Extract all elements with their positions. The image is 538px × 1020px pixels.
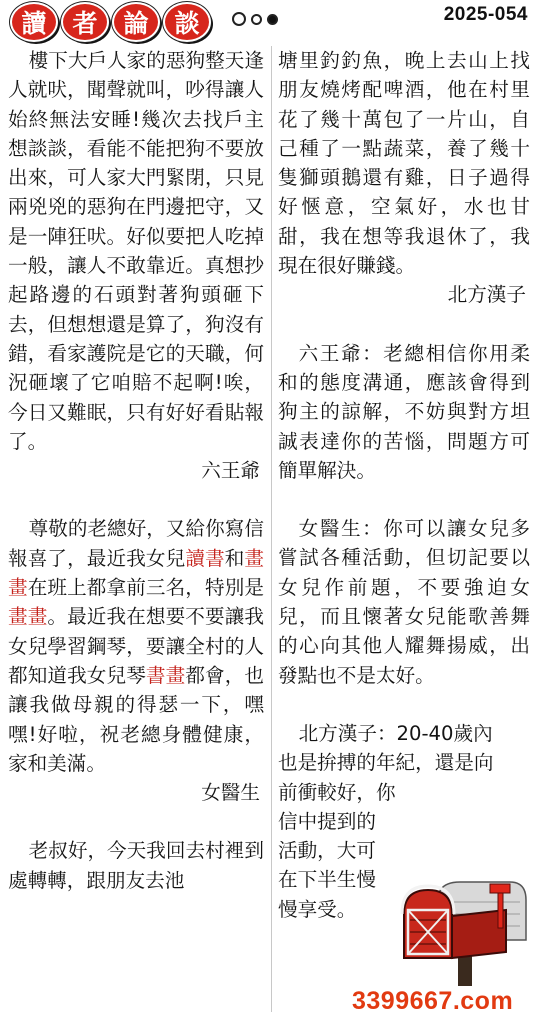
- letter-signature: 北方漢子: [447, 283, 526, 307]
- highlighted-word: 讀書: [185, 546, 225, 570]
- circle-icon: [251, 14, 262, 25]
- editor-reply: 北方漢子：20-40歲內 也是拚搏的年紀，還是向 前衝較好，你 信中提到的 活動，大可 在下半生慢 慢享受。: [278, 721, 494, 921]
- letter-text: 老叔好，今天我回去村裡到處轉轉，跟朋友去池: [8, 839, 264, 892]
- editor-reply: 六王爺：老總相信你用柔和的態度溝通，應該會得到狗主的諒解，不妨與對方坦誠表達你的苦惱，問題方可簡單解決。: [278, 341, 530, 482]
- circle-icon: [232, 12, 246, 26]
- highlighted-word: 書畫: [145, 663, 186, 687]
- highlighted-word: 畫畫: [8, 605, 48, 629]
- issue-number: 2025-054: [443, 4, 528, 25]
- decorative-dots: [232, 12, 278, 26]
- watermark: 3399667.com: [348, 986, 517, 1016]
- highlighted-word: 畫畫: [8, 546, 265, 600]
- column-title: [10, 2, 211, 42]
- editor-reply: 女醫生：你可以讓女兒多嘗試各種活動，但切記要以女兒作前題，不要強迫女兒，而且懷著女兒能歌善舞的心向其他人耀舞揚威，出發點也不是太好。: [278, 517, 530, 687]
- title-char: 論: [112, 2, 160, 42]
- column-divider: [271, 46, 272, 1012]
- left-column: [8, 46, 264, 895]
- letter-text: 塘里釣釣魚，晚上去山上找朋友燒烤配啤酒，他在村里花了幾十萬包了一片山，自己種了一點蔬菜，養了幾十隻獅頭鵝還有雞，日子過得好愜意，空氣好，水也甘甜，我在想等我退休了，我現在很好賺錢。: [278, 49, 530, 278]
- header: [0, 0, 538, 42]
- letter-signature: 六王爺: [201, 459, 260, 483]
- title-char: 談: [163, 2, 211, 42]
- title-char: 者: [61, 2, 109, 42]
- filled-circle-icon: [267, 14, 278, 25]
- letter-signature: 女醫生: [201, 781, 260, 805]
- title-char: 讀: [10, 2, 58, 42]
- letter-text: 尊敬的老總好，又給你寫信報喜了，最近我女兒讀書和畫畫在班上都拿前三名，特別是畫畫。最近我在想要不要讓我女兒學習鋼琴，要讓全村的人都知道我女兒琴書畫都會，也讓我做母親的得瑟一下，嘿嘿!好啦，祝老總身體健康，家和美滿。: [8, 517, 265, 775]
- letter-text: 樓下大戶人家的惡狗整天逢人就吠，聞聲就叫，吵得讓人始終無法安睡!幾次去找戶主想談談，看能不能把狗不要放出來，可人家大門緊閉，只見兩兇兇的惡狗在門邊把守，又是一陣狂吠。好似要把人吃掉一般，讓人不敢靠近。真想抄起路邊的石頭對著狗頭砸下去，但想想還是算了，狗沒有錯，看家護院是它的天職，何況砸壞了它咱賠不起啊!唉，今日又難眠，只有好好看貼報了。: [8, 49, 264, 453]
- right-column: [278, 46, 530, 924]
